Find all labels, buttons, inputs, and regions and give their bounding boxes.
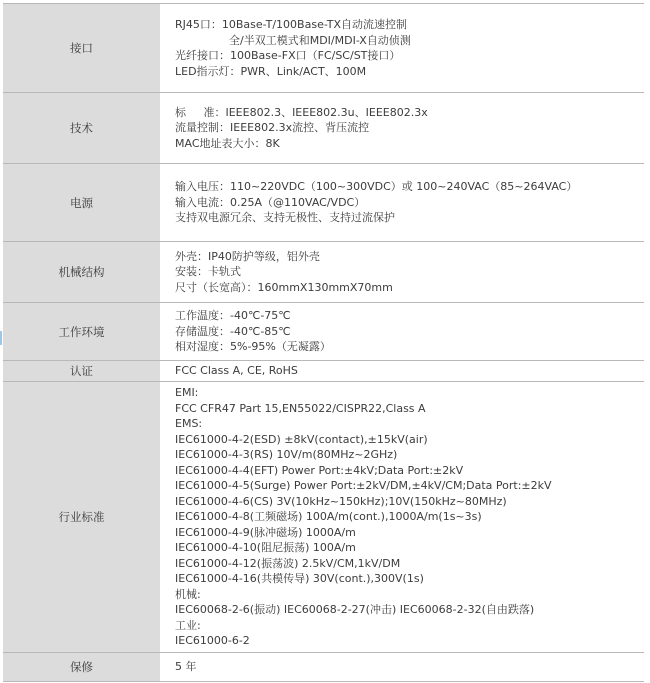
environment-line: 工作温度：-40℃-75℃ [175, 309, 291, 323]
standard-line: EMS: [175, 417, 203, 431]
technology-line: 标 准：IEEE802.3、IEEE802.3u、IEEE802.3x [175, 105, 428, 119]
standard-line: EMI: [175, 386, 199, 400]
environment-line: 存储温度：-40℃-85℃ [175, 324, 291, 338]
content-mechanical [161, 242, 644, 302]
standard-line: FCC CFR47 Part 15,EN55022/CISPR22,Class A [175, 401, 426, 415]
standard-line: IEC61000-4-8(工频磁场) 100A/m(cont.),1000A/m(1s~3s) [175, 510, 482, 524]
warranty-line: 5 年 [175, 660, 197, 674]
content-interface [161, 4, 644, 92]
row-warranty [3, 653, 644, 681]
mechanical-line: 外壳：IP40防护等级，铝外壳 [175, 249, 320, 263]
content-environment [161, 303, 644, 360]
standard-line: IEC61000-4-16(共模传导) 30V(cont.),300V(1s) [175, 572, 424, 586]
standard-line: IEC61000-4-5(Surge) Power Port:±2kV/DM,±4kV/CM;Data Port:±2kV [175, 479, 552, 493]
row-interface [3, 4, 644, 93]
label-warranty: 保修 [3, 653, 161, 681]
interface-line: 全/半双工模式和MDI/MDI-X自动侦测 [229, 33, 411, 47]
content-technology [161, 93, 644, 163]
label-power: 电源 [3, 164, 161, 241]
power-line: 支持双电源冗余、支持无极性、支持过流保护 [175, 211, 395, 225]
standard-line: IEC61000-4-9(脉冲磁场) 1000A/m [175, 525, 356, 539]
certification-line: FCC Class A, CE, RoHS [175, 364, 298, 378]
label-technology: 技术 [3, 93, 161, 163]
standard-line: IEC61000-4-2(ESD) ±8kV(contact),±15kV(air) [175, 432, 428, 446]
row-environment [3, 303, 644, 361]
row-power [3, 164, 644, 242]
label-certification: 认证 [3, 361, 161, 381]
mechanical-line: 安装：卡轨式 [175, 265, 241, 279]
environment-line: 相对湿度：5%-95%（无凝露） [175, 340, 331, 354]
row-mechanical [3, 242, 644, 303]
label-interface: 接口 [3, 4, 161, 92]
power-line: 输入电压：110~220VDC（100~300VDC）或 100~240VAC（85~264VAC） [175, 180, 578, 194]
technology-line: 流量控制：IEEE802.3x流控、背压流控 [175, 121, 370, 135]
standard-line: IEC61000-4-12(振荡波) 2.5kV/CM,1kV/DM [175, 556, 401, 570]
interface-line: RJ45口：10Base-T/100Base-TX自动流速控制 [175, 18, 408, 31]
interface-line: LED指示灯：PWR、Link/ACT、100M [175, 64, 367, 78]
interface-line: 光纤接口：100Base-FX口（FC/SC/ST接口） [175, 49, 401, 62]
row-technology [3, 93, 644, 164]
power-line: 输入电流：0.25A（@110VAC/VDC） [175, 195, 366, 209]
technology-line: MAC地址表大小：8K [175, 136, 280, 150]
row-industry-standards [3, 382, 644, 653]
content-certification [161, 361, 644, 381]
label-industry-standards: 行业标准 [3, 382, 161, 652]
standard-line: IEC61000-6-2 [175, 634, 250, 648]
standard-line: 机械: [175, 587, 201, 601]
standard-line: 工业: [175, 618, 201, 632]
content-power [161, 164, 644, 241]
content-industry-standards [161, 382, 644, 652]
label-mechanical: 机械结构 [3, 242, 161, 302]
content-warranty [161, 653, 644, 681]
standard-line: IEC61000-4-4(EFT) Power Port:±4kV;Data Port:±2kV [175, 463, 464, 477]
left-edge-marker [0, 331, 2, 345]
standard-line: IEC61000-4-6(CS) 3V(10kHz~150kHz);10V(150kHz~80MHz) [175, 494, 507, 508]
spec-table [3, 3, 644, 682]
label-environment: 工作环境 [3, 303, 161, 360]
standard-line: IEC61000-4-10(阻尼振荡) 100A/m [175, 541, 356, 555]
standard-line: IEC61000-4-3(RS) 10V/m(80MHz~2GHz) [175, 448, 398, 462]
row-certification [3, 361, 644, 382]
standard-line: IEC60068-2-6(振动) IEC60068-2-27(冲击) IEC60068-2-32(自由跌落) [175, 603, 535, 617]
mechanical-line: 尺寸（长宽高）：160mmX130mmX70mm [175, 280, 393, 294]
